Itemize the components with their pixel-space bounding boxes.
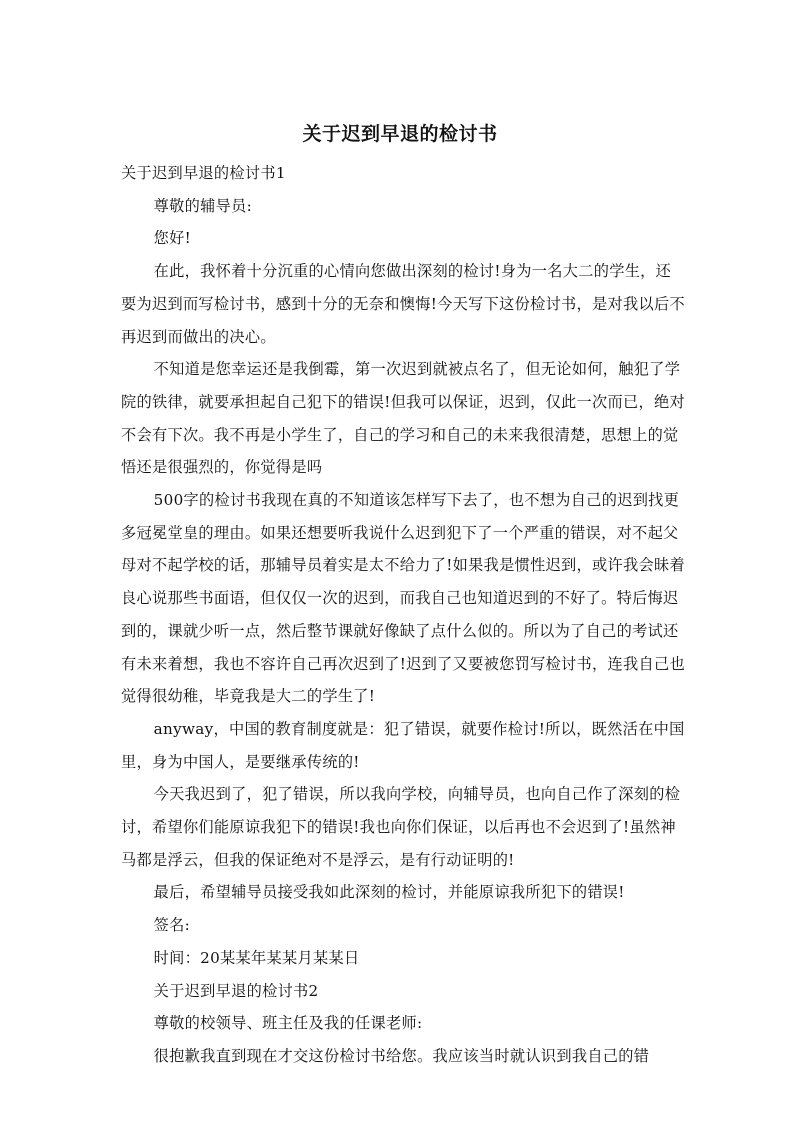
- section-heading-1: 关于迟到早退的检讨书1: [121, 164, 286, 182]
- date-line: 时间：20某某年某某月某某日: [153, 948, 360, 967]
- paragraph: 500字的检讨书我现在真的不知道该怎样写下去了，也不想为自己的迟到找更多冠冕堂皇的理由。如果还想要听我说什么迟到犯下了一个严重的错误，对不起父母对不起学校的话，那辅导员着实是太不给力了!如果我是惯性迟到，或许我会昧着良心说那些书面语，但仅仅一次的迟到，而我自己也知道迟到的不好了。特后悔迟到的，课就少听一点，然后整节课就好像缺了点什么似的。所以为了自己的考试还有未来着想，我也不容许自己再次迟到了!迟到了又要被您罚写检讨书，连我自己也觉得很幼稚，毕竟我是大二的学生了!: [121, 491, 685, 706]
- paragraph: anyway，中国的教育制度就是：犯了错误，就要作检讨!所以，既然活在中国里，身为中国人，是要继承传统的!: [121, 719, 685, 771]
- paragraph: 不知道是您幸运还是我倒霉，第一次迟到就被点名了，但无论如何，触犯了学院的铁律，就要承担起自己犯下的错误!但我可以保证，迟到，仅此一次而已，绝对不会有下次。我不再是小学生了，自己的学习和自己的未来我很清楚，思想上的觉悟还是很强烈的，你觉得是吗: [121, 360, 685, 477]
- greeting: 您好!: [153, 229, 192, 248]
- section-heading-2: 关于迟到早退的检讨书2: [153, 981, 319, 1000]
- paragraph: 很抱歉我直到现在才交这份检讨书给您。我应该当时就认识到我自己的错: [153, 1046, 650, 1065]
- document-title: 关于迟到早退的检讨书: [302, 123, 498, 145]
- salutation-1: 尊敬的辅导员:: [153, 196, 253, 215]
- document-body: [121, 157, 686, 1073]
- paragraph: 今天我迟到了，犯了错误，所以我向学校，向辅导员，也向自己作了深刻的检讨，希望你们能原谅我犯下的错误!我也向你们保证，以后再也不会迟到了!虽然神马都是浮云，但我的保证绝对不是浮云，是有行动证明的!: [121, 785, 681, 869]
- signature-line: 签名:: [153, 916, 191, 935]
- salutation-2: 尊敬的校领导、班主任及我的任课老师:: [153, 1014, 423, 1033]
- paragraph: 在此，我怀着十分沉重的心情向您做出深刻的检讨!身为一名大二的学生，还要为迟到而写检讨书，感到十分的无奈和懊悔!今天写下这份检讨书，是对我以后不再迟到而做出的决心。: [121, 262, 685, 346]
- closing-paragraph: 最后，希望辅导员接受我如此深刻的检讨，并能原谅我所犯下的错误!: [153, 883, 625, 902]
